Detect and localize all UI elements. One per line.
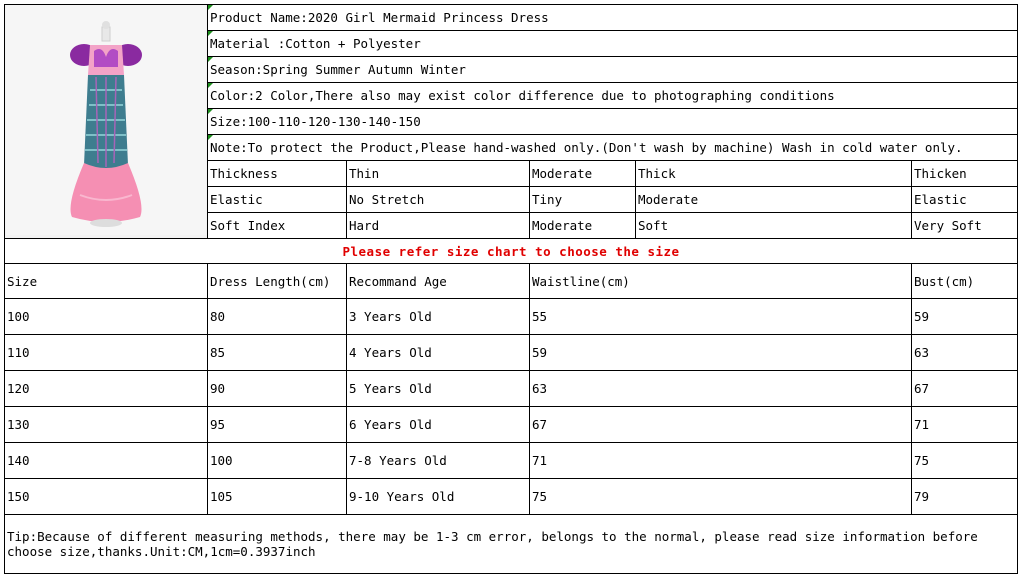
size-chart-table bbox=[4, 4, 1018, 574]
waist-cell: 67 bbox=[530, 407, 912, 443]
length-cell: 90 bbox=[208, 371, 347, 407]
size-cell: 110 bbox=[5, 335, 208, 371]
bust-cell: 79 bbox=[912, 479, 1018, 515]
property-value: Moderate bbox=[530, 161, 636, 187]
property-value: Thick bbox=[636, 161, 912, 187]
size-cell: 150 bbox=[5, 479, 208, 515]
waist-cell: 59 bbox=[530, 335, 912, 371]
product-name: Product Name:2020 Girl Mermaid Princess Dress bbox=[208, 5, 1018, 31]
age-cell: 3 Years Old bbox=[347, 299, 530, 335]
property-value: Tiny bbox=[530, 187, 636, 213]
waist-cell: 63 bbox=[530, 371, 912, 407]
table-row bbox=[5, 407, 1018, 443]
length-cell: 85 bbox=[208, 335, 347, 371]
table-row bbox=[5, 479, 1018, 515]
product-image bbox=[5, 5, 208, 239]
property-value: Thicken bbox=[912, 161, 1018, 187]
bust-cell: 63 bbox=[912, 335, 1018, 371]
waist-cell: 55 bbox=[530, 299, 912, 335]
age-cell: 7-8 Years Old bbox=[347, 443, 530, 479]
length-cell: 100 bbox=[208, 443, 347, 479]
property-label: Thickness bbox=[208, 161, 347, 187]
header-bust: Bust(cm) bbox=[912, 264, 1018, 299]
size-cell: 140 bbox=[5, 443, 208, 479]
waist-cell: 75 bbox=[530, 479, 912, 515]
property-value: Thin bbox=[347, 161, 530, 187]
size-table-header bbox=[5, 264, 1018, 299]
size-cell: 120 bbox=[5, 371, 208, 407]
table-row bbox=[5, 299, 1018, 335]
measurement-tip: Tip:Because of different measuring methods, there may be 1-3 cm error, belongs to the normal, please read size information before choose size,thanks.Unit:CM,1cm=0.3937inch bbox=[5, 515, 1018, 574]
size-cell: 130 bbox=[5, 407, 208, 443]
product-color: Color:2 Color,There also may exist color difference due to photographing conditions bbox=[208, 83, 1018, 109]
property-label: Soft Index bbox=[208, 213, 347, 239]
age-cell: 4 Years Old bbox=[347, 335, 530, 371]
table-row bbox=[5, 371, 1018, 407]
waist-cell: 71 bbox=[530, 443, 912, 479]
bust-cell: 59 bbox=[912, 299, 1018, 335]
length-cell: 80 bbox=[208, 299, 347, 335]
header-dress-length: Dress Length(cm) bbox=[208, 264, 347, 299]
bust-cell: 67 bbox=[912, 371, 1018, 407]
bust-cell: 71 bbox=[912, 407, 1018, 443]
header-age: Recommand Age bbox=[347, 264, 530, 299]
product-season: Season:Spring Summer Autumn Winter bbox=[208, 57, 1018, 83]
size-cell: 100 bbox=[5, 299, 208, 335]
property-label: Elastic bbox=[208, 187, 347, 213]
header-waistline: Waistline(cm) bbox=[530, 264, 912, 299]
size-notice: Please refer size chart to choose the size bbox=[5, 239, 1018, 264]
product-size: Size:100-110-120-130-140-150 bbox=[208, 109, 1018, 135]
header-size: Size bbox=[5, 264, 208, 299]
table-row bbox=[5, 335, 1018, 371]
bust-cell: 75 bbox=[912, 443, 1018, 479]
property-value: No Stretch bbox=[347, 187, 530, 213]
length-cell: 105 bbox=[208, 479, 347, 515]
property-value: Hard bbox=[347, 213, 530, 239]
property-value: Moderate bbox=[636, 187, 912, 213]
age-cell: 6 Years Old bbox=[347, 407, 530, 443]
property-value: Moderate bbox=[530, 213, 636, 239]
product-material: Material :Cotton + Polyester bbox=[208, 31, 1018, 57]
table-row bbox=[5, 443, 1018, 479]
length-cell: 95 bbox=[208, 407, 347, 443]
age-cell: 9-10 Years Old bbox=[347, 479, 530, 515]
age-cell: 5 Years Old bbox=[347, 371, 530, 407]
property-value: Soft bbox=[636, 213, 912, 239]
property-value: Very Soft bbox=[912, 213, 1018, 239]
property-value: Elastic bbox=[912, 187, 1018, 213]
product-note: Note:To protect the Product,Please hand-washed only.(Don't wash by machine) Wash in cold water only. bbox=[208, 135, 1018, 161]
mermaid-dress-image bbox=[6, 5, 206, 235]
